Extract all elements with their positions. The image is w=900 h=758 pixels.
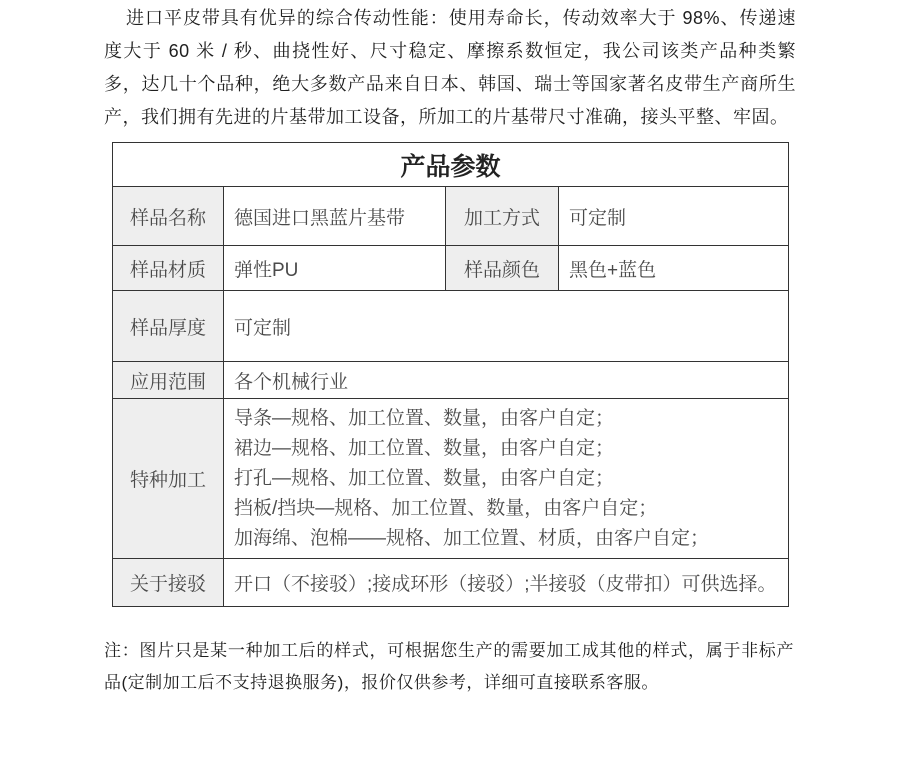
special-processing-line: 挡板/挡块—规格、加工位置、数量，由客户自定； [234, 497, 658, 519]
param-value-processing-method: 可定制 [559, 187, 789, 246]
param-value-sample-color: 黑色+蓝色 [559, 246, 789, 291]
special-processing-line: 加海绵、泡棉——规格、加工位置、材质，由客户自定； [234, 527, 710, 549]
param-label-application-scope: 应用范围 [113, 362, 224, 399]
note-paragraph: 注：图片只是某一种加工后的样式，可根据您生产的需要加工成其他的样式，属于非标产品(定制加工后不支持退换服务)，报价仅供参考，详细可直接联系客服。 [104, 641, 794, 692]
param-label-sample-color: 样品颜色 [446, 246, 559, 291]
param-row-special-processing [113, 399, 789, 559]
param-row-sample-thickness [113, 291, 789, 362]
table-title: 产品参数 [113, 143, 789, 187]
param-label-sample-material: 样品材质 [113, 246, 224, 291]
intro-paragraph: 进口平皮带具有优异的综合传动性能：使用寿命长，传动效率大于 98%、传递速度大于 60 米 / 秒、曲挠性好、尺寸稳定、摩擦系数恒定，我公司该类产品种类繁多，达几十个品种，绝大多数产品来自日本、韩国、瑞士等国家著名皮带生产商所生产，我们拥有先进的片基带加工设备，所加工的片基带尺寸准确，接头平整、牢固。 [104, 8, 796, 127]
param-value-special-processing [224, 399, 789, 559]
special-processing-line: 打孔—规格、加工位置、数量，由客户自定； [234, 467, 615, 489]
param-label-sample-thickness: 样品厚度 [113, 291, 224, 362]
param-value-jointing: 开口（不接驳）;接成环形（接驳）;半接驳（皮带扣）可供选择。 [224, 559, 789, 607]
special-processing-line: 裙边—规格、加工位置、数量，由客户自定； [234, 437, 615, 459]
param-label-sample-name: 样品名称 [113, 187, 224, 246]
param-value-sample-name: 德国进口黑蓝片基带 [224, 187, 446, 246]
param-label-processing-method: 加工方式 [446, 187, 559, 246]
param-row-jointing [113, 559, 789, 607]
param-row-application-scope [113, 362, 789, 399]
param-label-special-processing: 特种加工 [113, 399, 224, 559]
param-value-application-scope: 各个机械行业 [224, 362, 789, 399]
param-label-jointing: 关于接驳 [113, 559, 224, 607]
param-row-sample-name [113, 187, 789, 246]
param-row-sample-material [113, 246, 789, 291]
param-value-sample-thickness: 可定制 [224, 291, 789, 362]
special-processing-line: 导条—规格、加工位置、数量，由客户自定； [234, 407, 615, 429]
product-params-table [112, 142, 789, 607]
table-title-row [113, 143, 789, 187]
param-value-sample-material: 弹性PU [224, 246, 446, 291]
